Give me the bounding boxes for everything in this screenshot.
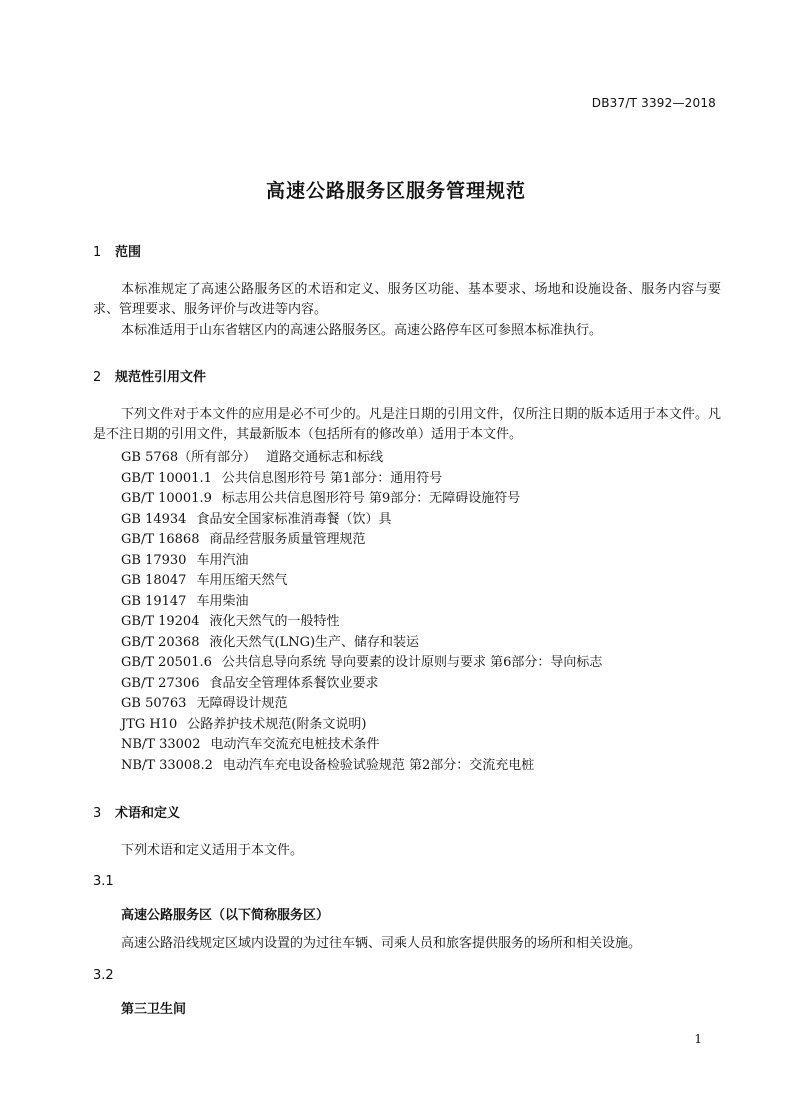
reference-code: GB 17930	[121, 552, 187, 568]
document-title: 高速公路服务区服务管理规范	[265, 180, 526, 202]
reference-title: 液化天然气(LNG)生产、储存和装运	[209, 634, 420, 650]
reference-item	[121, 694, 602, 715]
reference-item	[121, 715, 602, 736]
reference-item	[121, 756, 602, 777]
reference-item	[121, 489, 602, 510]
reference-item	[121, 612, 602, 633]
term-heading: 第三卫生间	[121, 1002, 187, 1017]
reference-item	[121, 735, 602, 756]
reference-item	[121, 653, 602, 674]
section-number: 2	[93, 370, 102, 385]
reference-code: NB/T 33002	[121, 737, 201, 752]
section-1-paragraph-1: 本标准规定了高速公路服务区的术语和定义、服务区功能、基本要求、场地和设施设备、服务内容与要求、管理要求、服务评价与改进等内容。	[93, 282, 721, 317]
reference-title: 公路养护技术规范(附条文说明)	[187, 716, 367, 732]
reference-code: GB 18047	[121, 573, 187, 588]
reference-title: 道路交通标志和标线	[266, 450, 384, 465]
section-title: 规范性引用文件	[115, 370, 207, 385]
reference-item	[121, 551, 602, 572]
reference-code: GB/T 19204	[121, 614, 200, 629]
reference-code: GB/T 10001.9	[121, 491, 212, 506]
section-2-heading	[93, 366, 206, 385]
reference-title: 标志用公共信息图形符号 第9部分：无障碍设施符号	[221, 491, 521, 506]
document-code: DB37/T 3392—2018	[591, 96, 716, 110]
reference-title: 无障碍设计规范	[196, 696, 288, 711]
reference-title: 商品经营服务质量管理规范	[209, 532, 366, 547]
reference-item	[121, 592, 602, 613]
reference-code: GB/T 20368	[121, 634, 200, 650]
term-definition: 高速公路沿线规定区域内设置的为过往车辆、司乘人员和旅客提供服务的场所和相关设施。	[121, 936, 642, 951]
reference-code: GB 5768（所有部分）	[121, 450, 257, 465]
reference-code: GB 50763	[121, 696, 187, 711]
term-number: 3.2	[93, 968, 114, 983]
reference-title: 车用柴油	[196, 593, 249, 609]
page-number: 1	[694, 1032, 702, 1046]
reference-title: 车用压缩天然气	[196, 573, 288, 588]
reference-title: 食品安全管理体系餐饮业要求	[209, 675, 379, 691]
reference-title: 公共信息图形符号 第1部分：通用符号	[221, 470, 443, 486]
reference-code: GB/T 20501.6	[121, 655, 212, 670]
reference-code: GB 19147	[121, 593, 187, 609]
term-number: 3.1	[93, 874, 114, 889]
reference-title: 电动汽车充电设备检验试验规范 第2部分：交流充电桩	[222, 757, 535, 773]
section-1-heading	[93, 241, 141, 260]
reference-item	[121, 674, 602, 695]
reference-title: 食品安全国家标准消毒餐（饮）具	[196, 511, 392, 527]
section-number: 1	[93, 245, 102, 260]
reference-item	[121, 469, 602, 490]
reference-title: 车用汽油	[196, 552, 249, 568]
reference-code: GB/T 16868	[121, 532, 200, 547]
section-number: 3	[93, 806, 102, 821]
section-1-paragraph-2: 本标准适用于山东省辖区内的高速公路服务区。高速公路停车区可参照本标准执行。	[121, 323, 603, 338]
reference-item	[121, 530, 602, 551]
section-2-paragraph-1: 下列文件对于本文件的应用是必不可少的。凡是注日期的引用文件，仅所注日期的版本适用于本文件。凡是不注日期的引用文件，其最新版本（包括所有的修改单）适用于本文件。	[93, 407, 721, 442]
reference-item	[121, 510, 602, 531]
reference-code: JTG H10	[121, 716, 178, 732]
reference-item	[121, 633, 602, 654]
reference-title: 液化天然气的一般特性	[209, 614, 340, 629]
reference-code: GB/T 10001.1	[121, 470, 212, 486]
reference-code: NB/T 33008.2	[121, 757, 213, 773]
term-heading: 高速公路服务区（以下简称服务区）	[121, 908, 330, 923]
reference-title: 公共信息导向系统 导向要素的设计原则与要求 第6部分：导向标志	[221, 655, 603, 670]
reference-title: 电动汽车交流充电桩技术条件	[210, 737, 380, 752]
reference-code: GB 14934	[121, 511, 187, 527]
section-3-heading	[93, 802, 180, 821]
reference-code: GB/T 27306	[121, 675, 200, 691]
section-title: 范围	[115, 245, 142, 260]
reference-item	[121, 571, 602, 592]
section-3-paragraph-1: 下列术语和定义适用于本文件。	[121, 843, 304, 858]
reference-item	[121, 448, 602, 469]
section-title: 术语和定义	[115, 806, 181, 821]
reference-list	[121, 448, 602, 776]
